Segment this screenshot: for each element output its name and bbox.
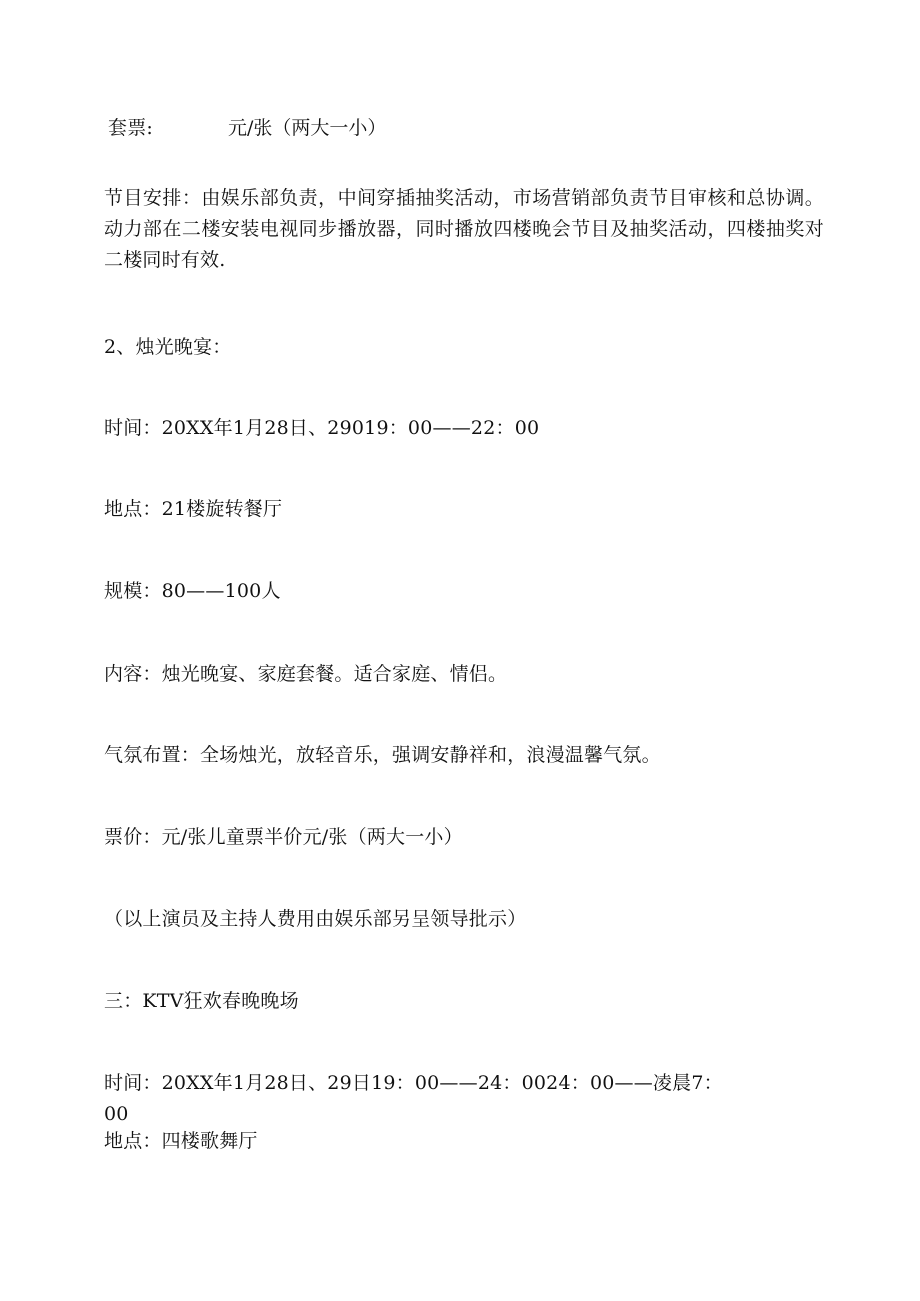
section2-content: 内容：烛光晚宴、家庭套餐。适合家庭、情侣。 (104, 663, 508, 685)
section2-heading: 2、烛光晚宴： (104, 336, 232, 358)
package-ticket-label: 套票: (108, 117, 154, 139)
section2-note: （以上演员及主持人费用由娱乐部另呈领导批示） (104, 908, 527, 930)
section3-location: 地点：四楼歌舞厅 (104, 1130, 258, 1152)
section3-time-line2: 00 (104, 1103, 129, 1125)
section2-scale: 规模：80——100人 (104, 580, 281, 602)
section3-time-line1: 时间：20XX年1月28日、29日19：00——24：0024：00——凌晨7： (104, 1072, 723, 1094)
section2-location: 地点：21楼旋转餐厅 (104, 498, 283, 520)
section2-ticket-price: 票价：元/张儿童票半价元/张（两大一小） (104, 826, 463, 848)
program-arrangement-paragraph: 节目安排：由娱乐部负责，中间穿插抽奖活动，市场营销部负责节目审核和总协调。动力部在二楼安装电视同步播放器，同时播放四楼晚会节目及抽奖活动，四楼抽奖对二楼同时有效. (104, 187, 824, 271)
section2-time: 时间：20XX年1月28日、29019：00——22：00 (104, 417, 540, 439)
package-ticket-value: 元/张（两大一小） (228, 117, 387, 139)
section2-atmosphere: 气氛布置：全场烛光，放轻音乐，强调安静祥和，浪漫温馨气氛。 (104, 744, 661, 766)
section3-heading: 三：KTV狂欢春晚晚场 (104, 990, 299, 1012)
